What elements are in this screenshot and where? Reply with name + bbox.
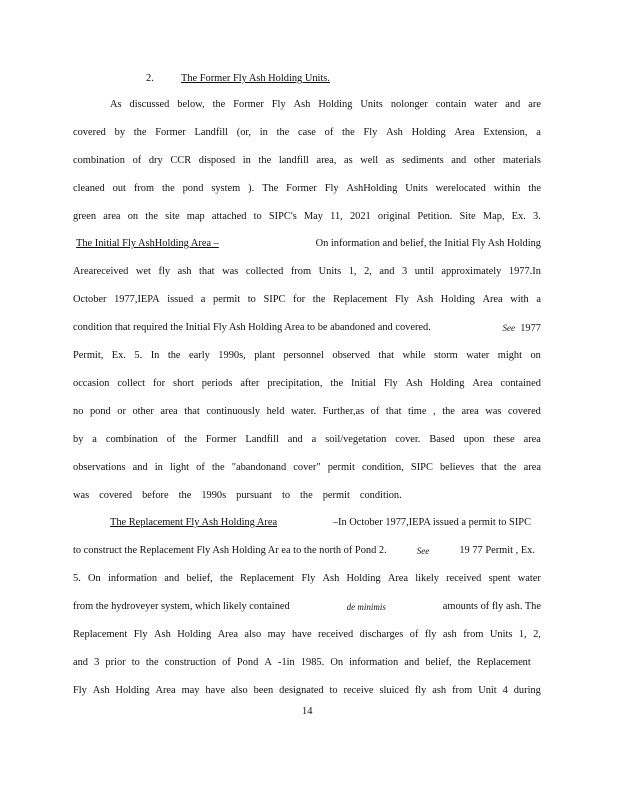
page-number: 14 — [302, 706, 313, 717]
paragraph-3-line-1 — [110, 516, 531, 530]
permit-year: 1977 — [520, 323, 541, 334]
replacement-area-heading: The Replacement Fly Ash Holding Area — [110, 517, 278, 528]
paragraph-2-line-4-text: condition that required the Initial Fly Ash Holding Area to be abandoned and covered. — [73, 322, 431, 333]
paragraph-3-line-2 — [73, 544, 535, 558]
paragraph-2-line-9: observations and in light of the "abandonand cover" permit condition, SIPC believes that the area — [73, 462, 541, 473]
paragraph-1-line-5: green area on the site map attached to SIPC's May 11, 2021 original Petition. Site Map, Ex. 3. — [73, 211, 541, 222]
section-number: 2. — [146, 73, 154, 84]
paragraph-2-line-5: Permit, Ex. 5. In the early 1990s, plant personnel observed that while storm water might on — [73, 350, 541, 361]
paragraph-3-line-6: and 3 prior to the construction of Pond A -1in 1985. On information and belief, the Replacement — [73, 657, 531, 668]
paragraph-3-first-line-rest: –In October 1977,IEPA issued a permit to SIPC — [332, 517, 531, 528]
paragraph-3-line-2-b: 19 77 Permit , Ex. — [459, 545, 535, 556]
paragraph-3-line-4-b: amounts of fly ash. The — [442, 601, 541, 612]
paragraph-2-line-7: no pond or other area that continuously held water. Further,as of that time , the area was covered — [73, 406, 541, 417]
de-minimis-term: de minimis — [346, 602, 386, 612]
paragraph-2-line-3: October 1977,IEPA issued a permit to SIPC for the Replacement Fly Ash Holding Area with a — [73, 294, 541, 305]
section-title: The Former Fly Ash Holding Units. — [181, 73, 330, 84]
see-signal: See — [502, 323, 516, 333]
paragraph-3-line-5: Replacement Fly Ash Holding Area also may have received discharges of fly ash from Units 1, 2, — [73, 629, 541, 640]
paragraph-3-line-7: Fly Ash Holding Area may have also been designated to receive sluiced fly ash from Unit 4 during — [73, 685, 541, 696]
paragraph-3-line-3: 5. On information and belief, the Replacement Fly Ash Holding Area likely received spent water — [73, 573, 541, 584]
see-signal-2: See — [416, 546, 430, 556]
paragraph-3-line-4-a: from the hydroveyer system, which likely contained — [73, 601, 290, 612]
paragraph-2-line-1 — [76, 237, 541, 251]
paragraph-1-line-1: As discussed below, the Former Fly Ash Holding Units nolonger contain water and are — [110, 99, 541, 110]
paragraph-1-line-3: combination of dry CCR disposed in the landfill area, as well as sediments and other materials — [73, 155, 541, 166]
initial-area-heading: The Initial Fly AshHolding Area – — [76, 238, 219, 249]
paragraph-2-first-line-rest: On information and belief, the Initial Fly Ash Holding — [315, 238, 541, 249]
paragraph-3-line-4 — [73, 600, 541, 614]
paragraph-2-line-6: occasion collect for short periods after precipitation, the Initial Fly Ash Holding Area contained — [73, 378, 541, 389]
paragraph-1-line-2: covered by the Former Landfill (or, in the case of the Fly Ash Holding Area Extension, a — [73, 127, 541, 138]
paragraph-2-line-4 — [73, 321, 541, 336]
paragraph-1-line-4: cleaned out from the pond system ). The Former Fly AshHolding Units werelocated within the — [73, 183, 541, 194]
paragraph-2-line-2: Areareceived wet fly ash that was collected from Units 1, 2, and 3 until approximately 1977.In — [73, 266, 541, 277]
paragraph-2-line-8: by a combination of the Former Landfill and a soil/vegetation cover. Based upon these area — [73, 434, 541, 445]
paragraph-2-line-10: was covered before the 1990s pursuant to the permit condition. — [73, 490, 402, 501]
see-1977-citation — [503, 321, 541, 336]
paragraph-3-line-2-a: to construct the Replacement Fly Ash Holding Ar ea to the north of Pond 2. — [73, 545, 387, 556]
